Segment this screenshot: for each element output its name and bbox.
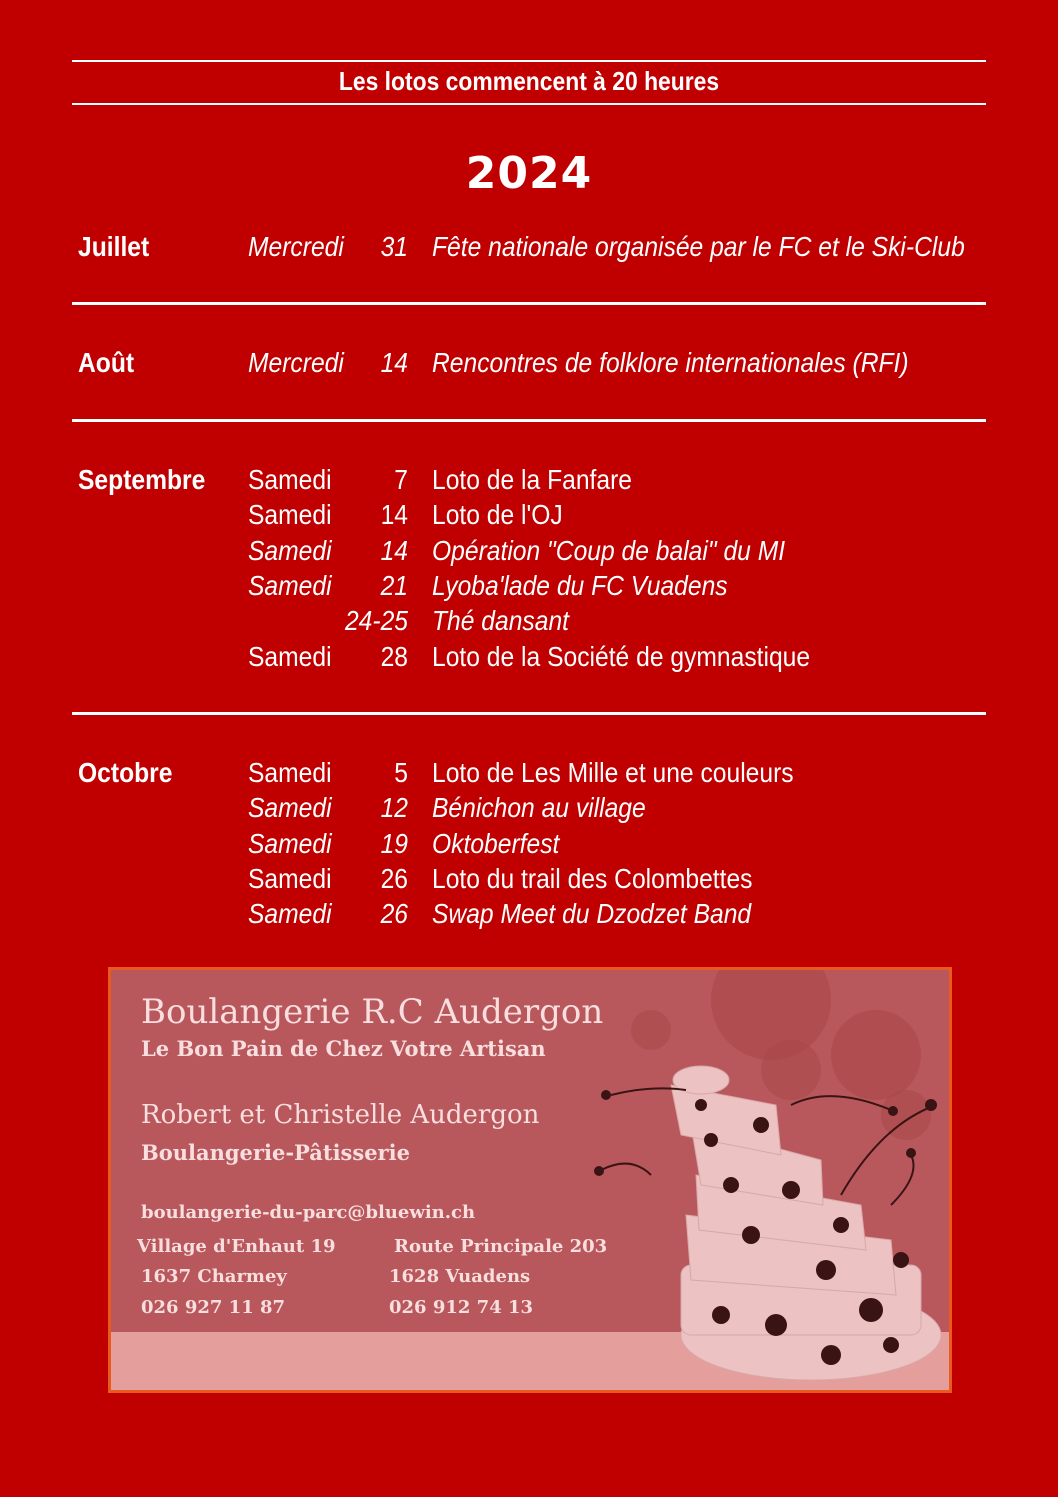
section-divider — [72, 712, 986, 715]
decor-bubble — [631, 1010, 671, 1050]
event-title: Loto de l'OJ — [432, 499, 563, 530]
ad-slogan: Le Bon Pain de Chez Votre Artisan — [141, 1036, 546, 1061]
event-day: Samedi — [248, 464, 332, 495]
event-day: Samedi — [248, 792, 332, 823]
event-day: Samedi — [248, 828, 332, 859]
event-date: 7 — [394, 464, 408, 495]
ad-business-name: Boulangerie R.C Audergon — [141, 992, 604, 1032]
section-divider — [72, 302, 986, 305]
event-date: 12 — [380, 792, 408, 823]
cake-icon — [591, 1065, 941, 1385]
ad-phone-left: 026 927 11 87 — [141, 1297, 286, 1318]
event-day: Mercredi — [248, 347, 344, 378]
month-septembre: Septembre — [78, 464, 206, 495]
event-title: Loto de Les Mille et une couleurs — [432, 757, 794, 788]
event-title: Loto du trail des Colombettes — [432, 863, 753, 894]
ad-address-right-street: Route Principale 203 — [394, 1236, 608, 1257]
month-octobre: Octobre — [78, 757, 173, 788]
event-day: Samedi — [248, 570, 332, 601]
top-rule — [72, 60, 986, 62]
ad-address-right-city: 1628 Vuadens — [389, 1266, 531, 1287]
event-day: Samedi — [248, 863, 332, 894]
event-day: Samedi — [248, 499, 332, 530]
ad-phone-right: 026 912 74 13 — [389, 1297, 534, 1318]
start-time-notice: Les lotos commencent à 20 heures — [338, 66, 720, 96]
event-date: 5 — [394, 757, 408, 788]
event-title: Swap Meet du Dzodzet Band — [432, 898, 752, 929]
bakery-advertisement — [108, 967, 952, 1393]
event-title: Opération "Coup de balai" du MI — [432, 535, 786, 566]
event-day: Samedi — [248, 641, 332, 672]
event-title: Fête nationale organisée par le FC et le Ski-Club — [432, 231, 965, 262]
ad-email: boulangerie-du-parc@bluewin.ch — [141, 1202, 476, 1223]
event-date: 14 — [380, 347, 408, 378]
event-title: Rencontres de folklore internationales (RFI) — [432, 347, 909, 378]
event-day: Samedi — [248, 757, 332, 788]
event-date: 31 — [380, 231, 408, 262]
event-date: 26 — [380, 898, 408, 929]
ad-business-type: Boulangerie-Pâtisserie — [141, 1140, 410, 1165]
event-title: Loto de la Fanfare — [432, 464, 633, 495]
header-rule — [72, 103, 986, 105]
event-title: Thé dansant — [432, 605, 569, 636]
event-day: Mercredi — [248, 231, 344, 262]
event-date: 14 — [380, 499, 408, 530]
event-date: 28 — [380, 641, 408, 672]
ad-owners: Robert et Christelle Audergon — [141, 1100, 540, 1130]
event-title: Lyoba'lade du FC Vuadens — [432, 570, 728, 601]
event-date: 24-25 — [344, 605, 408, 636]
event-date: 14 — [380, 535, 408, 566]
event-date: 21 — [380, 570, 408, 601]
year-heading: 2024 — [465, 148, 593, 199]
event-date: 19 — [380, 828, 408, 859]
month-juillet: Juillet — [78, 231, 150, 262]
section-divider — [72, 419, 986, 422]
month-aout: Août — [78, 347, 135, 378]
event-title: Bénichon au village — [432, 792, 646, 823]
event-title: Loto de la Société de gymnastique — [432, 641, 811, 672]
event-title: Oktoberfest — [432, 828, 560, 859]
event-date: 26 — [380, 863, 408, 894]
ad-address-left-street: Village d'Enhaut 19 — [137, 1236, 336, 1257]
event-day: Samedi — [248, 898, 332, 929]
ad-address-left-city: 1637 Charmey — [141, 1266, 287, 1287]
event-day: Samedi — [248, 535, 332, 566]
